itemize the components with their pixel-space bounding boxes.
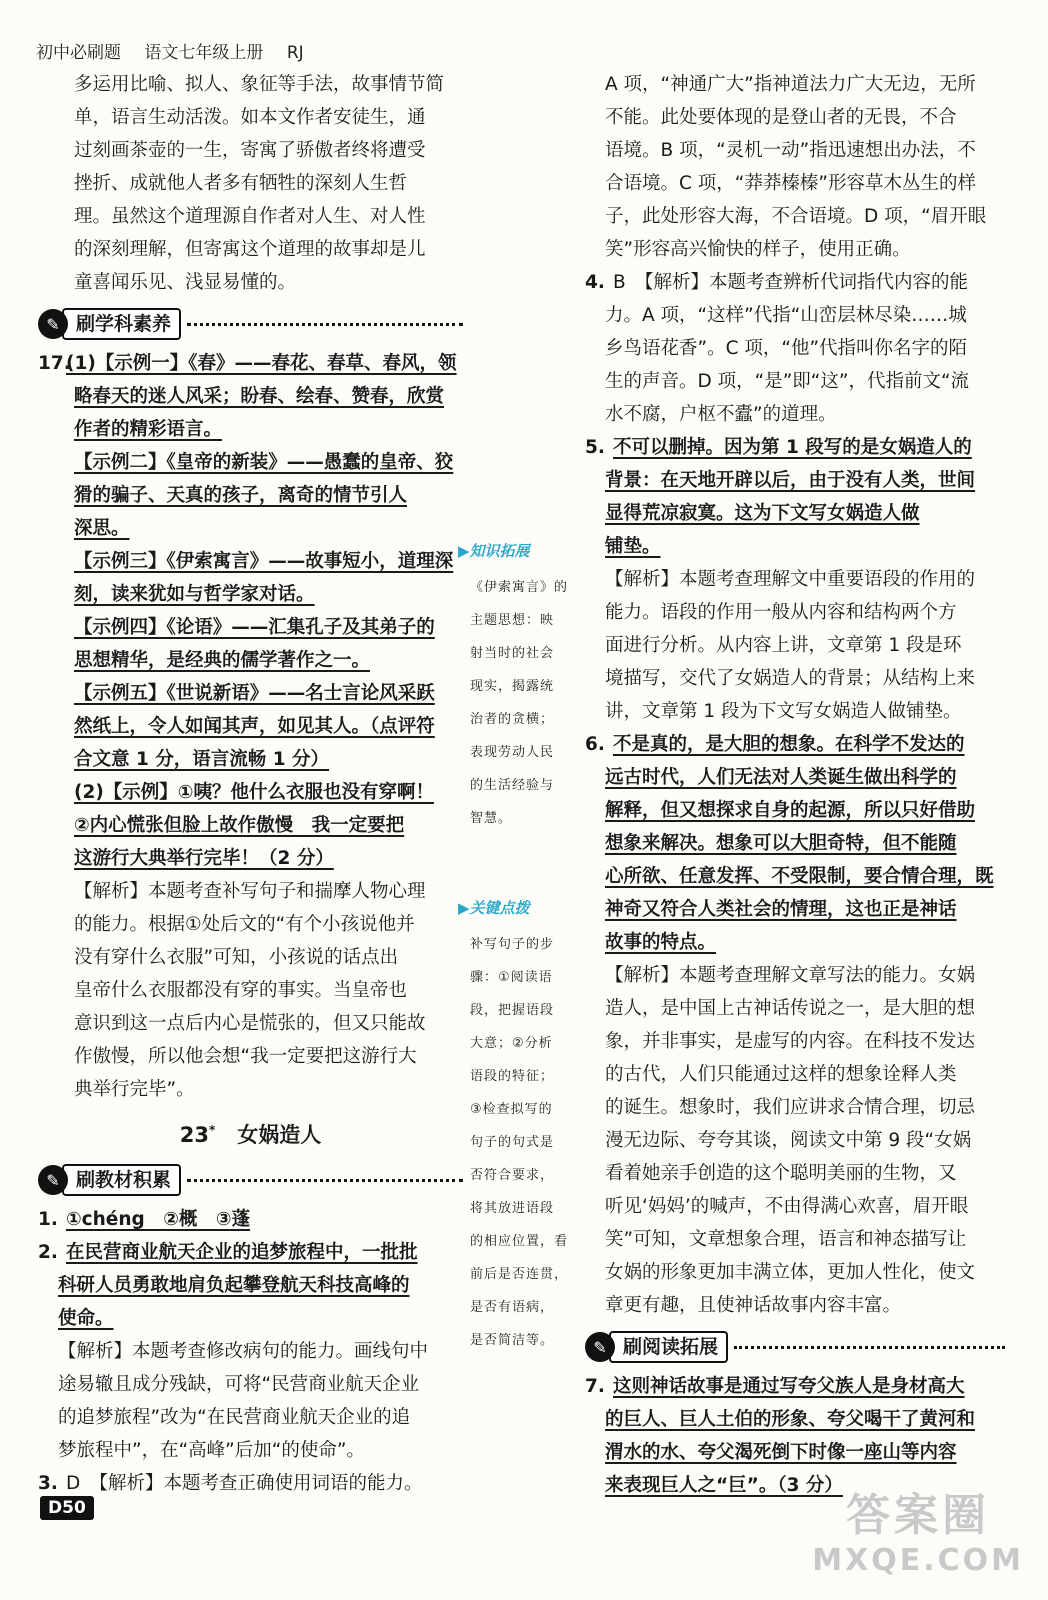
answer-line: 【示例三】《伊索寓言》——故事短小，道理深: [74, 551, 454, 572]
dotted-divider: [187, 1179, 463, 1182]
analysis-line: 【解析】本题考查补写句子和揣摩人物心理: [74, 881, 426, 902]
knowledge-tag: ▶知识拓展: [458, 542, 530, 560]
answer-line: (2)【示例】①咦？他什么衣服也没有穿啊！: [74, 782, 434, 803]
answer-line: 猾的骗子、天真的孩子，离奇的情节引人: [74, 485, 408, 506]
note-line: 段，把握语段: [470, 1003, 555, 1018]
answer-line: 远古时代，人们无法对人类诞生做出科学的: [605, 767, 957, 788]
question-1: [38, 1203, 463, 1236]
lesson-heading: [38, 1110, 463, 1155]
pen-icon: ✎: [38, 309, 68, 339]
analysis-line: 没有穿什么衣服”可知，小孩说的话点出: [74, 947, 399, 968]
note-line: 现实，揭露统: [470, 679, 555, 694]
book-edition: RJ: [286, 43, 304, 63]
text-line: 的深刻理解，但寄寓这个道理的故事却是儿: [74, 239, 426, 260]
question-17: [38, 347, 463, 1106]
question-number: 6.: [585, 734, 605, 755]
watermark-url: MXQE.COM: [812, 1543, 1024, 1578]
question-number: 4.: [585, 272, 605, 293]
note-line: 前后是否连贯，: [470, 1267, 569, 1282]
text-line: 过刻画茶壶的一生，寄寓了骄傲者终将遭受: [74, 140, 426, 161]
analysis-line: 皇帝什么衣服都没有穿的事实。当皇帝也: [74, 980, 408, 1001]
analysis-line: 子，此处形容大海，不合语境。D 项，“眉开眼: [605, 206, 987, 227]
answer-line: 解释，但又想探求自身的起源，所以只好借助: [605, 800, 976, 821]
note-line: 将其放进语段: [470, 1201, 555, 1216]
analysis-line: 梦旅程中”，在“高峰”后加“的使命”。: [58, 1440, 365, 1461]
analysis-line: 章更有趣，且使神话故事内容丰富。: [605, 1295, 902, 1316]
answer-line: 来表现巨人之“巨”。（3 分）: [605, 1475, 843, 1496]
analysis-line: 看着她亲手创造的这个聪明美丽的生物，又: [605, 1163, 957, 1184]
text-line: 理。虽然这个道理源自作者对人生、对人性: [74, 206, 426, 227]
section-header-literacy: [38, 307, 463, 341]
analysis-line: 能力。语段的作用一般从内容和结构两个方: [605, 602, 957, 623]
book-subject: 语文七年级上册: [144, 43, 264, 63]
side-notes: [458, 540, 582, 1357]
answer-line: 铺垫。: [605, 536, 661, 557]
analysis-line: 力。A 项，“这样”代指“山峦层林尽染……城: [605, 305, 967, 326]
dotted-divider: [734, 1346, 1005, 1349]
page-header: [36, 38, 304, 63]
watermark-text: 答案圈: [846, 1490, 991, 1541]
note-line: 否符合要求，: [470, 1168, 555, 1183]
note-line: ③检查拟写的: [470, 1102, 553, 1117]
page-number: D50: [40, 1496, 94, 1520]
analysis-line: 生的声音。D 项，“是”即“这”，代指前文“流: [605, 371, 970, 392]
analysis-line: 听见‘妈妈’的喊声，不由得满心欢喜，眉开眼: [605, 1196, 969, 1217]
note-line: 射当时的社会: [470, 646, 555, 661]
question-number: 2.: [38, 1242, 58, 1263]
watermark-logo: [812, 1479, 1024, 1578]
note-line: 语段的特征；: [470, 1069, 555, 1084]
note-line: 主题思想：映: [470, 613, 555, 628]
analysis-line: A 项，“神通广大”指神道法力广大无边，无所: [605, 74, 976, 95]
answer-line: 心所欲、任意发挥、不受限制，要合情合理，既: [605, 866, 994, 887]
dotted-divider: [187, 323, 463, 326]
question-number: 1.: [38, 1209, 58, 1230]
book-title: 初中必刷题: [36, 43, 121, 63]
analysis-line: 的古代，人们只能通过这样的想象诠释人类: [605, 1064, 957, 1085]
answer-line: 这则神话故事是通过写夸父族人是身材高大: [613, 1376, 965, 1397]
analysis-line: 象，并非事实，是虚写的内容。在科技不发达: [605, 1031, 976, 1052]
section-header-textbook: [38, 1163, 463, 1197]
note-line: 骤：①阅读语: [470, 970, 553, 985]
analysis-line: 合语境。C 项，“莽莽榛榛”形容草木丛生的样: [605, 173, 976, 194]
question-5: [585, 431, 1005, 728]
text-line: 挫折、成就他人者多有牺牲的深刻人生哲: [74, 173, 408, 194]
section-header-reading: [585, 1330, 1005, 1364]
text-line: 童喜闻乐见、浅显易懂的。: [74, 272, 297, 293]
answer-line: 不可以删掉。因为第 1 段写的是女娲造人的: [613, 437, 972, 458]
analysis-line: 女娲的形象更加丰满立体，更加人性化，使文: [605, 1262, 976, 1283]
key-tip-tag: ▶关键点拨: [458, 899, 530, 917]
answer-line: D 【解析】本题考查正确使用词语的能力。: [66, 1473, 423, 1494]
answer-line: 渭水的水、夸父渴死倒下时像一座山等内容: [605, 1442, 957, 1463]
intro-paragraph: [38, 68, 463, 299]
section-title: 刷学科素养: [62, 308, 181, 340]
answer-line: 【示例五】《世说新语》——名士言论风采跃: [74, 683, 435, 704]
answer-line: 科研人员勇敢地肩负起攀登航天科技高峰的: [58, 1275, 410, 1296]
note-line: 的生活经验与: [470, 778, 555, 793]
question-number: 5.: [585, 437, 605, 458]
note-line: 治者的贪横；: [470, 712, 555, 727]
answer-line: 显得荒凉寂寞。这为下文写女娲造人做: [605, 503, 920, 524]
answer-line: B 【解析】本题考查辨析代词指代内容的能: [613, 272, 968, 293]
answer-line: 神奇又符合人类社会的情理，这也正是神话: [605, 899, 957, 920]
left-column: [38, 68, 463, 1500]
analysis-line: 笑”形容高兴愉快的样子，使用正确。: [605, 239, 911, 260]
answer-line: 背景：在天地开辟以后，由于没有人类，世间: [605, 470, 976, 491]
analysis-line: 【解析】本题考查理解文中重要语段的作用的: [605, 569, 976, 590]
note-line: 《伊索寓言》的: [470, 580, 569, 595]
note-line: 句子的句式是: [470, 1135, 555, 1150]
analysis-line: 讲，文章第 1 段为下文写女娲造人做铺垫。: [605, 701, 962, 722]
answer-line: 作者的精彩语言。: [74, 419, 223, 440]
question-number: 17.: [38, 353, 71, 374]
answer-line: 刻，读来犹如与哲学家对话。: [74, 584, 315, 605]
answer-line: 思想精华，是经典的儒学著作之一。: [74, 650, 371, 671]
lesson-title: 女娲造人: [237, 1123, 322, 1147]
analysis-line: 水不腐，户枢不蠹”的道理。: [605, 404, 837, 425]
analysis-line: 笑”可知，文章想象合理，语言和神态描写让: [605, 1229, 967, 1250]
analysis-line: 语境。B 项，“灵机一动”指迅速想出办法，不: [605, 140, 976, 161]
section-title: 刷教材积累: [62, 1164, 181, 1196]
pen-icon: ✎: [585, 1332, 615, 1362]
question-3: [38, 1467, 463, 1500]
note-line: 是否有语病，: [470, 1300, 555, 1315]
question-2: [38, 1236, 463, 1467]
note-line: 智慧。: [470, 811, 513, 826]
answer-line: 【示例四】《论语》——汇集孔子及其弟子的: [74, 617, 435, 638]
answer-line: 的巨人、巨人土伯的形象、夸父喝干了黄河和: [605, 1409, 976, 1430]
note-line: 的相应位置，看: [470, 1234, 569, 1249]
question-6: [585, 728, 1005, 1322]
note-line: 是否简洁等。: [470, 1333, 555, 1348]
lesson-number: 23*: [179, 1123, 216, 1147]
analysis-line: 作傲慢，所以他会想“我一定要把这游行大: [74, 1046, 417, 1067]
analysis-line: 面进行分析。从内容上讲，文章第 1 段是环: [605, 635, 962, 656]
analysis-line: 【解析】本题考查理解文章写法的能力。女娲: [605, 965, 976, 986]
question-number: 3.: [38, 1473, 58, 1494]
text-line: 单，语言生动活泼。如本文作者安徒生，通: [74, 107, 426, 128]
answer-line: ②内心慌张但脸上故作傲慢 我一定要把: [74, 815, 405, 836]
answer-line: 合文意 1 分，语言流畅 1 分）: [74, 749, 330, 770]
analysis-line: 境描写，交代了女娲造人的背景；从结构上来: [605, 668, 976, 689]
text-line: 多运用比喻、拟人、象征等手法，故事情节简: [74, 74, 445, 95]
answer-line: 故事的特点。: [605, 932, 717, 953]
answer-line: 这游行大典举行完毕！（2 分）: [74, 848, 334, 869]
analysis-line: 【解析】本题考查修改病句的能力。画线句中: [58, 1341, 429, 1362]
analysis-line: 漫无边际、夸夸其谈，阅读文中第 9 段“女娲: [605, 1130, 972, 1151]
analysis-line: 的能力。根据①处后文的“有个小孩说他并: [74, 914, 415, 935]
answer-line: ①chéng ②概 ③蓬: [66, 1209, 251, 1230]
analysis-line: 途易辙且成分残缺，可将“民营商业航天企业: [58, 1374, 420, 1395]
answer-line: 然纸上，令人如闻其声，如见其人。（点评符: [74, 716, 435, 737]
answer-line: 使命。: [58, 1308, 114, 1329]
analysis-line: 乡鸟语花香”。C 项，“他”代指叫你名字的陌: [605, 338, 968, 359]
note-line: 大意；②分析: [470, 1036, 553, 1051]
question-number: 7.: [585, 1376, 605, 1397]
section-title: 刷阅读拓展: [609, 1331, 728, 1363]
analysis-line: 意识到这一点后内心是慌张的，但又只能故: [74, 1013, 426, 1034]
note-line: 表现劳动人民: [470, 745, 555, 760]
answer-line: 想象来解决。想象可以大胆奇特，但不能随: [605, 833, 957, 854]
answer-line: 略春天的迷人风采；盼春、绘春、赞春，欣赏: [74, 386, 445, 407]
lesson-mark: *: [209, 1123, 216, 1137]
analysis-line: 典举行完毕”。: [74, 1079, 195, 1100]
answer-line: (1)【示例一】《春》——春花、春草、春风，领: [66, 353, 457, 374]
analysis-line: 造人，是中国上古神话传说之一，是大胆的想: [605, 998, 976, 1019]
analysis-line: 的诞生。想象时，我们应讲求合情合理，切忌: [605, 1097, 976, 1118]
answer-line: 深思。: [74, 518, 130, 539]
question-4: [585, 266, 1005, 431]
answer-line: 【示例二】《皇帝的新装》——愚蠢的皇帝、狡: [74, 452, 454, 473]
right-column: [585, 68, 1005, 1502]
analysis-line: 不能。此处要体现的是登山者的无畏，不合: [605, 107, 957, 128]
analysis-line: 的追梦旅程”改为“在民营商业航天企业的追: [58, 1407, 411, 1428]
question-3-continued: [585, 68, 1005, 266]
pen-icon: ✎: [38, 1165, 68, 1195]
note-line: 补写句子的步: [470, 937, 555, 952]
answer-line: 不是真的，是大胆的想象。在科学不发达的: [613, 734, 965, 755]
answer-line: 在民营商业航天企业的追梦旅程中，一批批: [66, 1242, 418, 1263]
